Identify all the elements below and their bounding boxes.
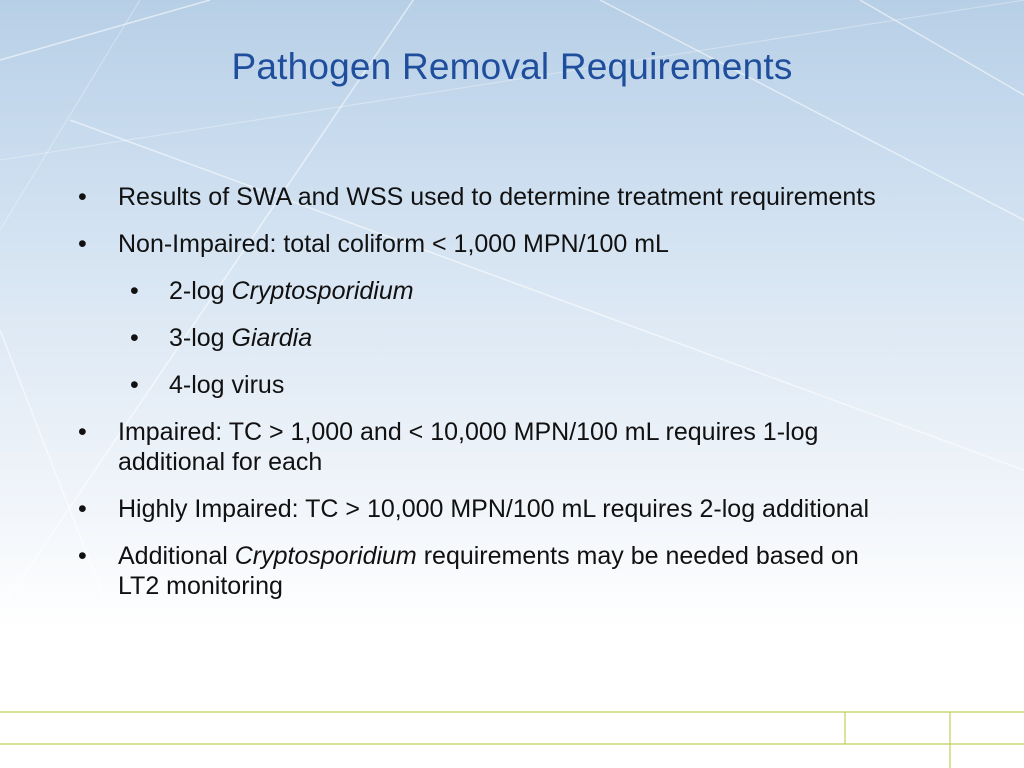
bullet-text-italic: Giardia (231, 324, 313, 352)
bullet-dot-icon: • (130, 371, 139, 399)
bullet-item (74, 494, 884, 524)
bullet-dot-icon: • (130, 277, 139, 305)
sub-bullet-item (74, 370, 884, 400)
bullet-text-italic: Cryptosporidium (231, 277, 414, 305)
bullet-text-italic: Cryptosporidium (234, 542, 417, 570)
bullet-item (74, 229, 884, 259)
bullet-text-suffix: requirements may be needed based on LT2 monitoring (118, 542, 859, 600)
footer-decoration (0, 700, 1024, 768)
bullet-item (74, 541, 884, 601)
bullet-list (74, 182, 884, 618)
bullet-dot-icon: • (78, 418, 87, 446)
bullet-text: 4-log virus (169, 371, 285, 399)
bullet-item (74, 417, 884, 477)
bullet-dot-icon: • (78, 495, 87, 523)
slide-title: Pathogen Removal Requirements (231, 46, 793, 87)
bullet-dot-icon: • (78, 230, 87, 258)
bullet-dot-icon: • (78, 542, 87, 570)
bullet-text-prefix: 2-log (169, 277, 232, 305)
bullet-text: Impaired: TC > 1,000 and < 10,000 MPN/100 mL requires 1-log additional for each (118, 418, 819, 476)
bullet-text-prefix: Additional (118, 542, 235, 570)
bullet-dot-icon: • (78, 183, 87, 211)
bullet-dot-icon: • (130, 324, 139, 352)
bullet-text: Highly Impaired: TC > 10,000 MPN/100 mL requires 2-log additional (118, 495, 870, 523)
bullet-item (74, 182, 884, 212)
bullet-text: Non-Impaired: total coliform < 1,000 MPN/100 mL (118, 230, 669, 258)
bullet-text: Results of SWA and WSS used to determine treatment requirements (118, 183, 876, 211)
sub-bullet-item (74, 276, 884, 306)
sub-bullet-item (74, 323, 884, 353)
bullet-text-prefix: 3-log (169, 324, 232, 352)
